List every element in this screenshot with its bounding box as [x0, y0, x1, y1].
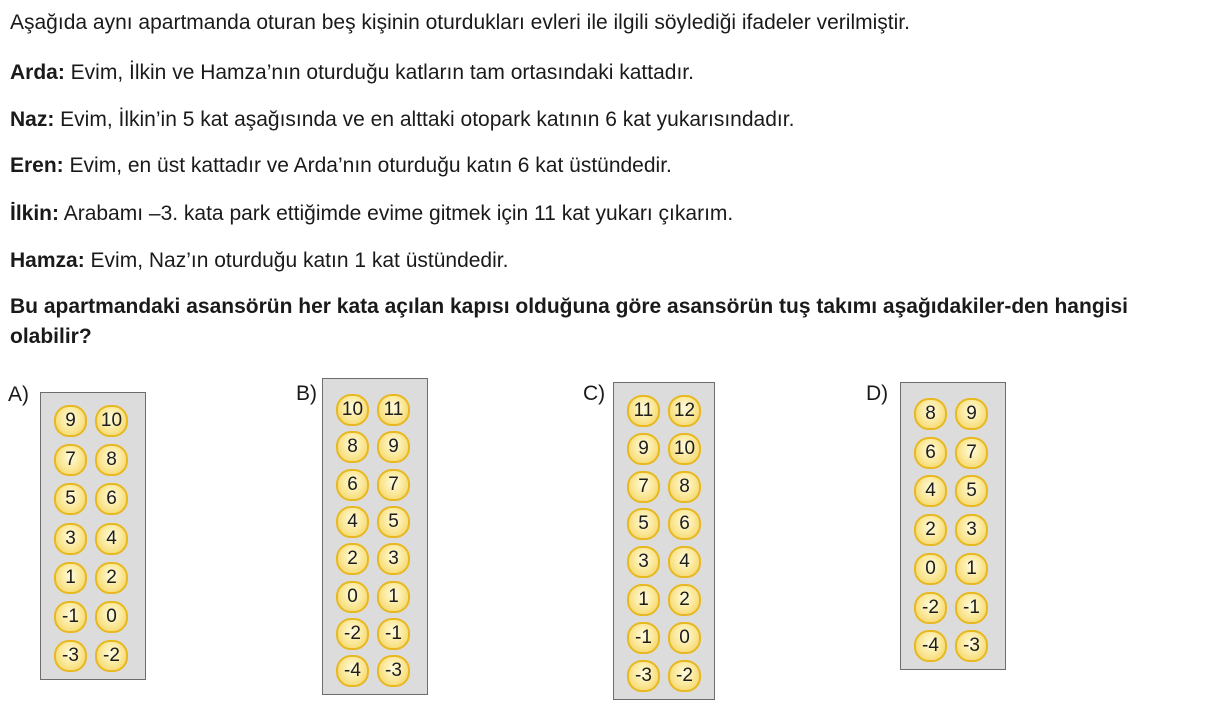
floor-button: 7 [627, 471, 660, 503]
option-letter: B) [296, 382, 317, 405]
elevator-keypad [900, 382, 1006, 670]
option-letter: D) [866, 382, 889, 405]
elevator-keypad [322, 378, 428, 695]
floor-button: -1 [377, 618, 410, 650]
floor-button: 3 [54, 523, 87, 555]
floor-button: 6 [914, 437, 947, 469]
floor-button: -3 [627, 660, 660, 692]
option-letter: C) [583, 382, 606, 405]
floor-button: 1 [955, 553, 988, 585]
floor-button: -3 [377, 655, 410, 687]
floor-button: 5 [627, 508, 660, 540]
floor-button: 4 [668, 546, 701, 578]
floor-button: 3 [955, 514, 988, 546]
floor-button: 0 [668, 622, 701, 654]
floor-button: 5 [955, 475, 988, 507]
statement-text: Evim, Naz’ın oturduğu katın 1 kat üstündedir. [84, 249, 509, 272]
floor-button: 12 [668, 395, 701, 427]
speaker-name: İlkin: [10, 202, 60, 225]
floor-button: 2 [668, 584, 701, 616]
floor-button: 3 [377, 543, 410, 575]
floor-button: -4 [336, 655, 369, 687]
floor-button: 1 [627, 584, 660, 616]
question-text: Bu apartmandaki asansörün her kata açılan kapısı olduğuna göre asansörün tuş takımı aşağıdakiler-den hangisi olabilir? [10, 295, 1128, 348]
floor-button: 1 [54, 562, 87, 594]
statement-text: Evim, en üst kattadır ve Arda’nın oturduğu katın 6 kat üstündedir. [63, 154, 672, 177]
floor-button: 9 [627, 433, 660, 465]
floor-button: -1 [627, 622, 660, 654]
floor-button: 4 [95, 523, 128, 555]
floor-button: 10 [336, 394, 369, 426]
floor-button: 0 [336, 581, 369, 613]
floor-button: 6 [336, 469, 369, 501]
floor-button: 4 [336, 506, 369, 538]
floor-button: 9 [377, 431, 410, 463]
floor-button: 7 [54, 444, 87, 476]
elevator-keypad [613, 382, 715, 700]
floor-button: -2 [336, 618, 369, 650]
floor-button: 10 [668, 433, 701, 465]
floor-button: 2 [914, 514, 947, 546]
speaker-name: Arda: [10, 61, 65, 84]
floor-button: -3 [955, 630, 988, 662]
speaker-name: Hamza: [10, 249, 85, 272]
floor-button: 2 [336, 543, 369, 575]
statement-eren [10, 153, 672, 179]
speaker-name: Eren: [10, 154, 64, 177]
floor-button: 8 [336, 431, 369, 463]
floor-button: 11 [377, 394, 410, 426]
floor-button: 5 [377, 506, 410, 538]
floor-button: 11 [627, 395, 660, 427]
statement-naz [10, 107, 794, 133]
speaker-name: Naz: [10, 108, 55, 131]
statement-ilkin [10, 201, 733, 227]
floor-button: -2 [95, 640, 128, 672]
floor-button: 8 [95, 444, 128, 476]
floor-button: -1 [955, 592, 988, 624]
floor-button: 7 [377, 469, 410, 501]
statement-text: Arabamı –3. kata park ettiğimde evime gitmek için 11 kat yukarı çıkarım. [59, 202, 734, 225]
floor-button: 9 [54, 405, 87, 437]
floor-button: 1 [377, 581, 410, 613]
floor-button: 9 [955, 398, 988, 430]
floor-button: 8 [914, 398, 947, 430]
floor-button: 0 [914, 553, 947, 585]
floor-button: 4 [914, 475, 947, 507]
floor-button: 7 [955, 437, 988, 469]
floor-button: 0 [95, 601, 128, 633]
floor-button: 5 [54, 483, 87, 515]
floor-button: 10 [95, 405, 128, 437]
intro-text: Aşağıda aynı apartmanda oturan beş kişinin oturdukları evleri ile ilgili söylediği ifadeler verilmiştir. [10, 11, 910, 34]
elevator-keypad [40, 392, 146, 680]
floor-button: 2 [95, 562, 128, 594]
floor-button: 6 [95, 483, 128, 515]
floor-button: -2 [668, 660, 701, 692]
statement-hamza [10, 248, 508, 274]
floor-button: -3 [54, 640, 87, 672]
statement-text: Evim, İlkin’in 5 kat aşağısında ve en alttaki otopark katının 6 kat yukarısındadır. [54, 108, 795, 131]
floor-button: -2 [914, 592, 947, 624]
floor-button: 6 [668, 508, 701, 540]
floor-button: -4 [914, 630, 947, 662]
floor-button: 8 [668, 471, 701, 503]
floor-button: 3 [627, 546, 660, 578]
statement-arda [10, 60, 694, 86]
statement-text: Evim, İlkin ve Hamza’nın oturduğu katların tam ortasındaki kattadır. [64, 61, 694, 84]
floor-button: -1 [54, 601, 87, 633]
option-letter: A) [8, 383, 29, 406]
